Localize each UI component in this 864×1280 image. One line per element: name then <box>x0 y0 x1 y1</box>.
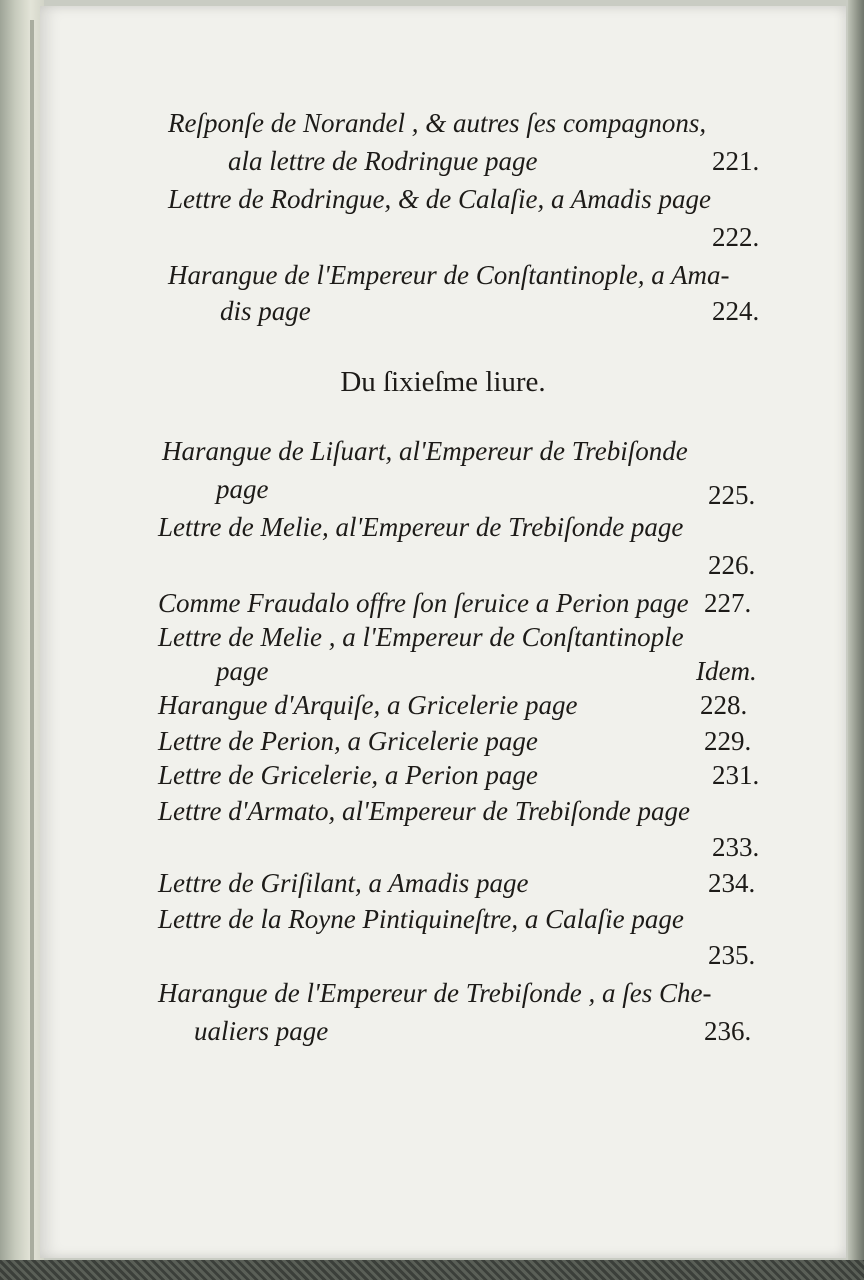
toc-entry-12-page: 234. <box>708 868 756 898</box>
book-cover-cloth <box>0 1260 864 1280</box>
toc-entry-14-line-2: ualiers page <box>194 1016 329 1046</box>
toc-entry-13-line-1: Lettre de la Royne Pintiquineſtre, a Calaſie page <box>158 904 684 934</box>
toc-entry-1-line-1: Reſponſe de Norandel , & autres ſes compagnons, <box>168 108 707 138</box>
toc-entry-4-line-2: page <box>216 474 269 504</box>
toc-entry-10-page: 231. <box>712 760 760 790</box>
toc-entry-11-page: 233. <box>712 832 760 862</box>
page-edges <box>848 0 864 1280</box>
section-heading: Du ſixieſme liure. <box>340 366 546 398</box>
toc-entry-2-page: 222. <box>712 222 760 252</box>
toc-entry-10-line-1: Lettre de Gricelerie, a Perion page <box>158 760 538 790</box>
book-binding <box>0 0 44 1280</box>
toc-entry-1-page: 221. <box>712 146 760 176</box>
toc-entry-12-line-1: Lettre de Griſilant, a Amadis page <box>158 868 529 898</box>
binding-edge <box>30 20 34 1260</box>
toc-entry-3-page: 224. <box>712 296 760 326</box>
toc-entry-7-line-1: Lettre de Melie , a l'Empereur de Conſtantinople <box>158 622 684 652</box>
toc-entry-9-line-1: Lettre de Perion, a Gricelerie page <box>158 726 538 756</box>
toc-entry-9-page: 229. <box>704 726 752 756</box>
toc-entry-1-line-2: ala lettre de Rodringue page <box>228 146 538 176</box>
toc-entry-6-page: 227. <box>704 588 752 618</box>
toc-entry-8-page: 228. <box>700 690 748 720</box>
toc-entry-14-line-1: Harangue de l'Empereur de Trebiſonde , a ſes Che- <box>158 978 712 1008</box>
toc-entry-7-line-2: page <box>216 656 269 686</box>
toc-entry-11-line-1: Lettre d'Armato, al'Empereur de Trebiſonde page <box>158 796 690 826</box>
toc-entry-7-page: Idem. <box>696 656 757 686</box>
toc-entry-2-line-1: Lettre de Rodringue, & de Calaſie, a Amadis page <box>168 184 711 214</box>
toc-entry-13-page: 235. <box>708 940 756 970</box>
table-of-contents <box>40 6 846 1258</box>
toc-entry-4-page: 225. <box>708 480 756 510</box>
book-page <box>40 6 846 1258</box>
toc-entry-6-line-1: Comme Fraudalo offre ſon ſeruice a Perion page <box>158 588 689 618</box>
toc-entry-8-line-1: Harangue d'Arquiſe, a Gricelerie page <box>158 690 578 720</box>
toc-entry-4-line-1: Harangue de Liſuart, al'Empereur de Trebiſonde <box>162 436 688 466</box>
toc-entry-5-line-1: Lettre de Melie, al'Empereur de Trebiſonde page <box>158 512 684 542</box>
toc-entry-3-line-1: Harangue de l'Empereur de Conſtantinople, a Ama- <box>168 260 730 290</box>
toc-entry-3-line-2: dis page <box>220 296 311 326</box>
toc-entry-5-page: 226. <box>708 550 756 580</box>
toc-entry-14-page: 236. <box>704 1016 752 1046</box>
